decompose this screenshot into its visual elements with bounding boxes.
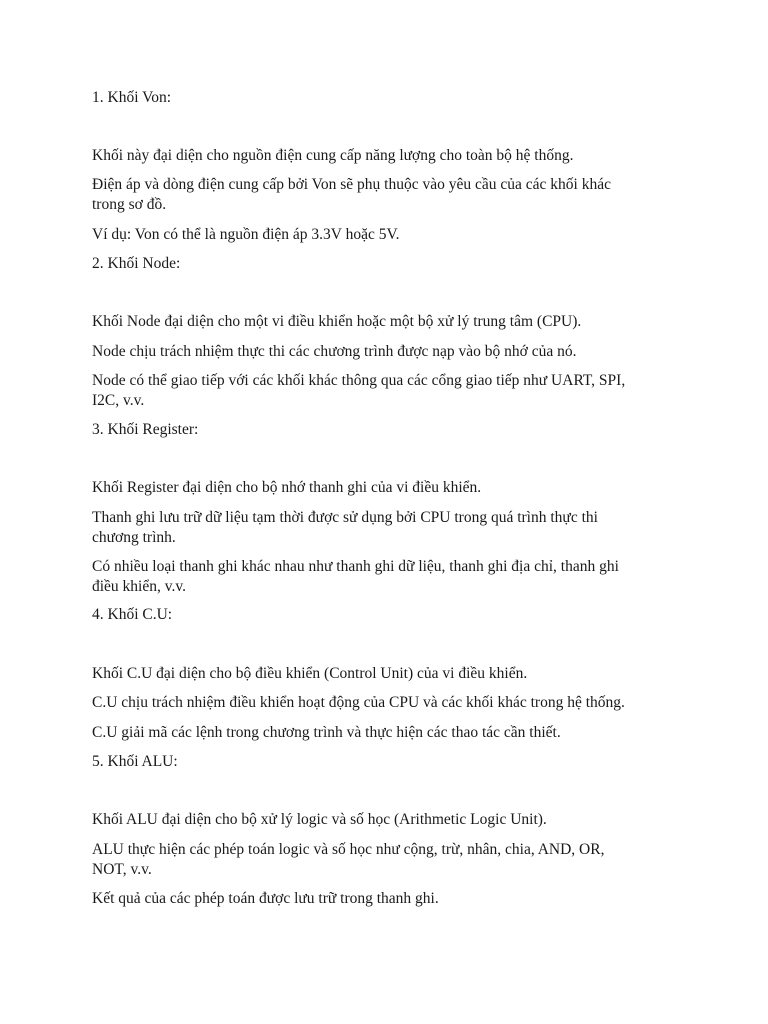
paragraph-line: Khối ALU đại diện cho bộ xử lý logic và số học (Arithmetic Logic Unit). [92,811,547,828]
paragraph-line: Điện áp và dòng điện cung cấp bởi Von sẽ phụ thuộc vào yêu cầu của các khối khác [92,176,611,193]
paragraph-line: trong sơ đồ. [92,196,167,213]
paragraph-line: Khối C.U đại diện cho bộ điều khiển (Control Unit) của vi điều khiển. [92,665,528,682]
paragraph-line: C.U giải mã các lệnh trong chương trình và thực hiện các thao tác cần thiết. [92,724,561,741]
paragraph-line: Khối Register đại diện cho bộ nhớ thanh ghi của vi điều khiển. [92,479,482,496]
section-heading: 2. Khối Node: [92,255,181,272]
section-heading: 4. Khối C.U: [92,606,173,623]
paragraph-line: Node có thể giao tiếp với các khối khác thông qua các cổng giao tiếp như UART, SPI, [92,372,626,389]
section-heading: 5. Khối ALU: [92,753,178,770]
paragraph-line: Thanh ghi lưu trữ dữ liệu tạm thời được sử dụng bởi CPU trong quá trình thực thi [92,509,598,526]
paragraph-line: C.U chịu trách nhiệm điều khiển hoạt động của CPU và các khối khác trong hệ thống. [92,694,625,711]
paragraph-line: I2C, v.v. [92,392,145,409]
section-heading: 3. Khối Register: [92,421,199,438]
paragraph-line: ALU thực hiện các phép toán logic và số học như cộng, trừ, nhân, chia, AND, OR, [92,841,605,858]
paragraph-line: NOT, v.v. [92,861,152,878]
paragraph-line: Khối Node đại diện cho một vi điều khiển hoặc một bộ xử lý trung tâm (CPU). [92,313,582,330]
paragraph-line: Node chịu trách nhiệm thực thi các chương trình được nạp vào bộ nhớ của nó. [92,343,577,360]
paragraph-line: Kết quả của các phép toán được lưu trữ trong thanh ghi. [92,890,439,907]
paragraph-line: điều khiển, v.v. [92,578,186,595]
paragraph-line: Ví dụ: Von có thể là nguồn điện áp 3.3V hoặc 5V. [92,226,400,243]
paragraph-line: Khối này đại diện cho nguồn điện cung cấp năng lượng cho toàn bộ hệ thống. [92,147,574,164]
paragraph-line: Có nhiều loại thanh ghi khác nhau như thanh ghi dữ liệu, thanh ghi địa chỉ, thanh ghi [92,558,619,575]
paragraph-line: chương trình. [92,529,176,546]
section-heading: 1. Khối Von: [92,89,172,106]
